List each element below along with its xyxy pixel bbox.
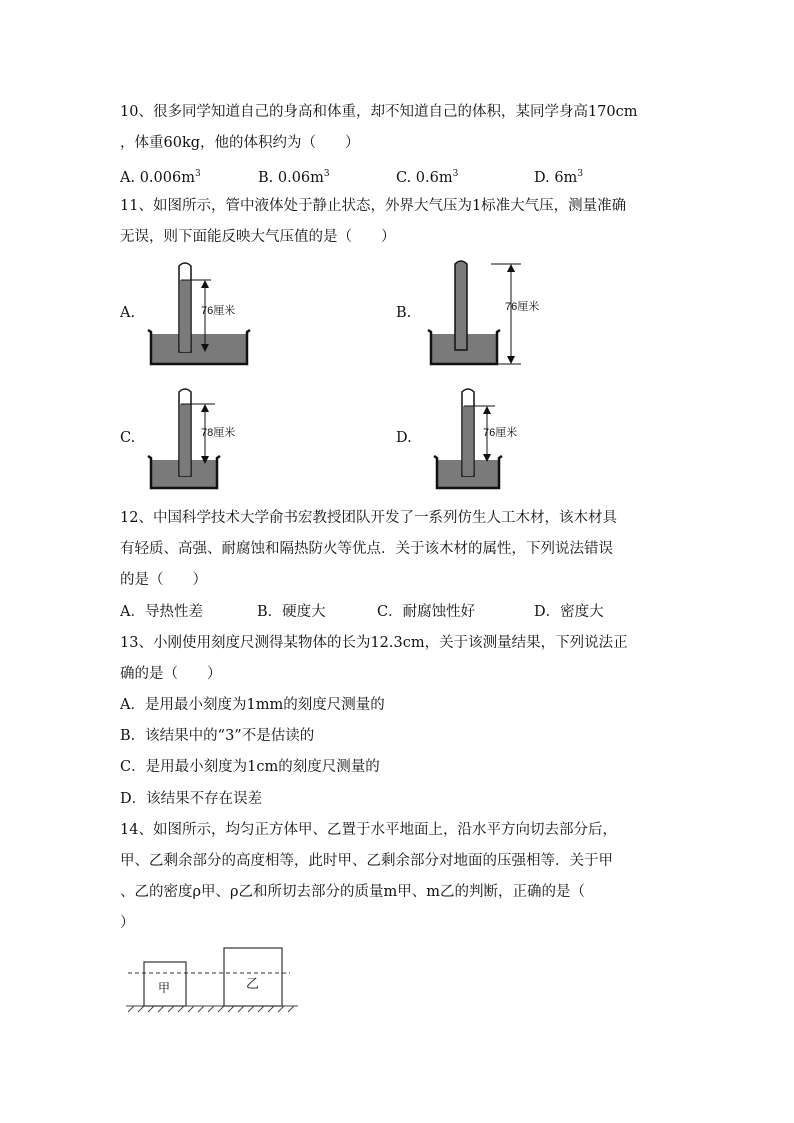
q13-stem-line2: 确的是（ ） (120, 666, 222, 682)
q10-option-d: D. $6m^3$ (534, 169, 584, 186)
q10-option-a: A. $0.006m^3$ (120, 169, 201, 186)
cube-yi-label: 乙 (246, 977, 260, 992)
q11-figure-d-measure: 76厘米 (483, 427, 518, 439)
q13-option-c: C．是用最小刻度为1cm的刻度尺测量的 (120, 759, 380, 775)
q11-stem-line2: 无误，则下面能反映大气压值的是（ ） (120, 229, 396, 245)
q10-stem-line1: 10、很多同学知道自己的身高和体重，却不知道自己的体积，某同学身高170cm (120, 104, 638, 120)
q14-stem-line3: 、乙的密度ρ甲、ρ乙和所切去部分的质量m甲、m乙的判断，正确的是（ (120, 884, 586, 900)
q11-stem-line1: 11、如图所示，管中液体处于静止状态，外界大气压为1标准大气压，测量准确 (120, 198, 627, 214)
q11-figure-a-letter: A. (120, 305, 136, 321)
q10-stem-line2: ，体重60kg，他的体积约为（ ） (120, 135, 360, 151)
cube-jia-label: 甲 (158, 981, 171, 995)
q14-figure (120, 940, 300, 1016)
q13-stem-line1: 13、小刚使用刻度尺测得某物体的长为12.3cm，关于该测量结果，下列说法正 (120, 635, 628, 651)
q11-figure-a-measure: 76厘米 (201, 305, 236, 317)
q14-stem-line1: 14、如图所示，均匀正方体甲、乙置于水平地面上，沿水平方向切去部分后， (120, 822, 617, 838)
q12-options (120, 602, 680, 622)
q12-option-a: A．导热性差 (120, 604, 203, 620)
q11-figure-d-letter: D. (396, 430, 412, 446)
q12-stem-line2: 有轻质、高强、耐腐蚀和隔热防火等优点．关于该木材的属性，下列说法错误 (120, 541, 613, 557)
q13-option-a: A．是用最小刻度为1mm的刻度尺测量的 (120, 697, 385, 713)
q11-figure-b-letter: B. (396, 305, 412, 321)
q12-stem-line1: 12、中国科学技术大学俞书宏教授团队开发了一系列仿生人工木材，该木材具 (120, 510, 617, 526)
q10-option-c: C. $0.6m^3$ (396, 169, 459, 186)
q11-figure-b-measure: 76厘米 (505, 301, 540, 313)
q13-option-b: B．该结果中的“3”不是估读的 (120, 728, 315, 744)
q12-option-b: B．硬度大 (257, 604, 326, 620)
q10-option-b: B. $0.06m^3$ (258, 169, 330, 186)
q12-stem-line3: 的是（ ） (120, 572, 207, 588)
q10-options (120, 164, 680, 184)
q12-option-d: D．密度大 (534, 604, 604, 620)
q14-stem-line4: ） (120, 915, 135, 931)
q11-figure-c-measure: 78厘米 (201, 427, 236, 439)
q11-figure-d (425, 388, 535, 494)
q11-figure-c-letter: C. (120, 430, 136, 446)
q11-figure-a (145, 262, 255, 372)
q14-stem-line2: 甲、乙剩余部分的高度相等，此时甲、乙剩余部分对地面的压强相等．关于甲 (120, 853, 613, 869)
q12-option-c: C．耐腐蚀性好 (377, 604, 476, 620)
q11-figure-c (145, 388, 255, 494)
q11-figure-b (425, 260, 540, 372)
q13-option-d: D．该结果不存在误差 (120, 791, 263, 807)
